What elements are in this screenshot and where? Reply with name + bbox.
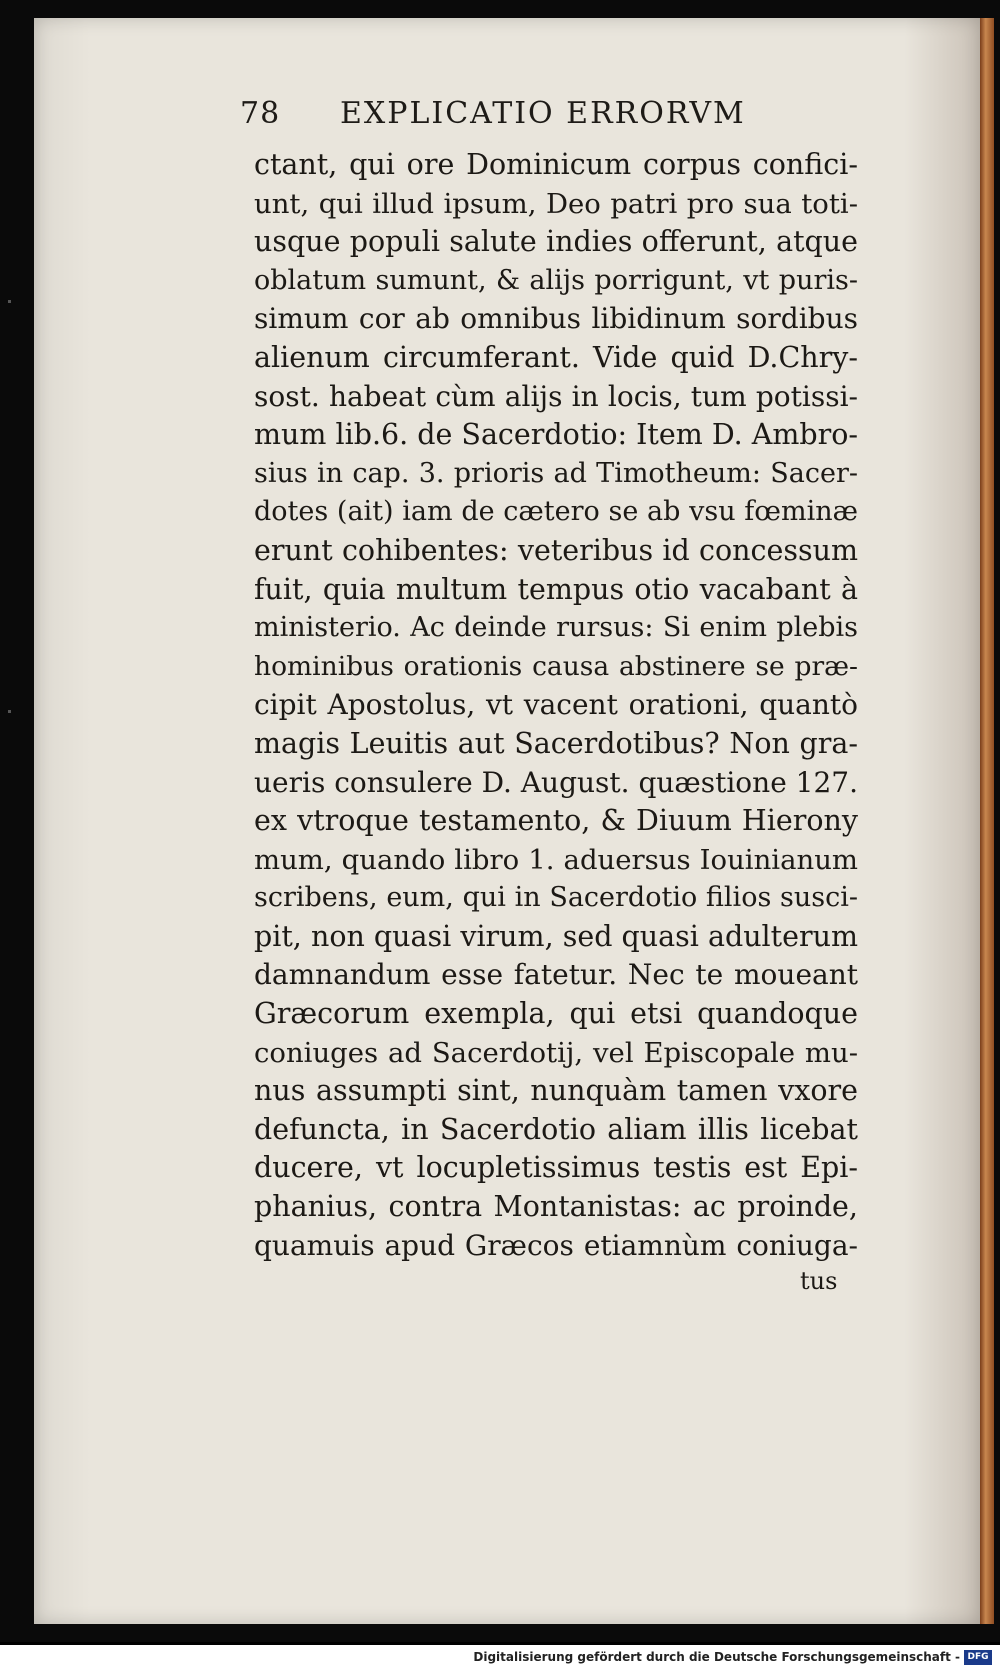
text-line: pit, non quasi virum, sed quasi adulterum xyxy=(254,919,858,953)
text-line: ex vtroque testamento, & Diuum Hierony xyxy=(254,804,858,838)
text-line: ministerio. Ac deinde rursus: Si enim plebis xyxy=(254,612,858,644)
text-line: alienum circumferant. Vide quid D.Chry- xyxy=(254,340,858,374)
page-header xyxy=(240,96,840,142)
text-line: phanius, contra Montanistas: ac proinde, xyxy=(254,1190,858,1224)
scan-artifact-dot xyxy=(8,710,11,713)
text-line: ducere, vt locupletissimus testis est Epi- xyxy=(254,1151,858,1185)
running-title: EXPLICATIO ERRORVM xyxy=(340,96,746,131)
text-line: ueris consulere D. August. quæstione 127. xyxy=(254,765,858,799)
body-text xyxy=(254,146,858,1265)
text-line: sost. habeat cùm alijs in locis, tum potissi- xyxy=(254,379,858,413)
text-line: oblatum sumunt, & alijs porrigunt, vt puris- xyxy=(254,264,858,296)
text-line: mum, quando libro 1. aduersus Iouinianum xyxy=(254,843,858,876)
text-line: usque populi salute indies offerunt, atque xyxy=(254,225,858,259)
scan-artifact-dot xyxy=(8,300,11,303)
text-line: scribens, eum, qui in Sacerdotio filios susci- xyxy=(254,882,858,914)
text-line: Græcorum exempla, qui etsi quandoque xyxy=(254,997,858,1031)
text-line: nus assumpti sint, nunquàm tamen vxore xyxy=(254,1074,858,1108)
text-line: simum cor ab omnibus libidinum sordibus xyxy=(254,302,858,336)
text-line: hominibus orationis causa abstinere se præ- xyxy=(254,650,858,682)
text-line: dotes (ait) iam de cætero se ab vsu fœminæ xyxy=(254,496,858,528)
page-edge xyxy=(980,18,994,1624)
text-line: mum lib.6. de Sacerdotio: Item D. Ambro- xyxy=(254,418,858,452)
text-line: unt, qui illud ipsum, Deo patri pro sua toti- xyxy=(254,187,858,220)
text-line: cipit Apostolus, vt vacent orationi, quantò xyxy=(254,688,858,722)
digitization-footer xyxy=(0,1645,1000,1671)
page-number: 78 xyxy=(240,96,281,131)
text-line: coniuges ad Sacerdotij, vel Episcopale mu- xyxy=(254,1036,858,1069)
text-line: defuncta, in Sacerdotio aliam illis licebat xyxy=(254,1112,858,1146)
text-line: fuit, quia multum tempus otio vacabant à xyxy=(254,572,858,606)
text-line: sius in cap. 3. prioris ad Timotheum: Sacer- xyxy=(254,457,858,489)
text-line: quamuis apud Græcos etiamnùm coniuga- xyxy=(254,1228,858,1262)
catchword: tus xyxy=(800,1267,838,1295)
text-line: magis Leuitis aut Sacerdotibus? Non gra- xyxy=(254,726,858,760)
dfg-logo-icon: DFG xyxy=(964,1650,992,1665)
funding-credit: Digitalisierung gefördert durch die Deutsche Forschungsgemeinschaft - xyxy=(473,1650,960,1664)
text-line: erunt cohibentes: veteribus id concessum xyxy=(254,533,858,567)
text-line: ctant, qui ore Dominicum corpus confici- xyxy=(254,148,858,181)
text-line: damnandum esse fatetur. Nec te moueant xyxy=(254,958,858,992)
